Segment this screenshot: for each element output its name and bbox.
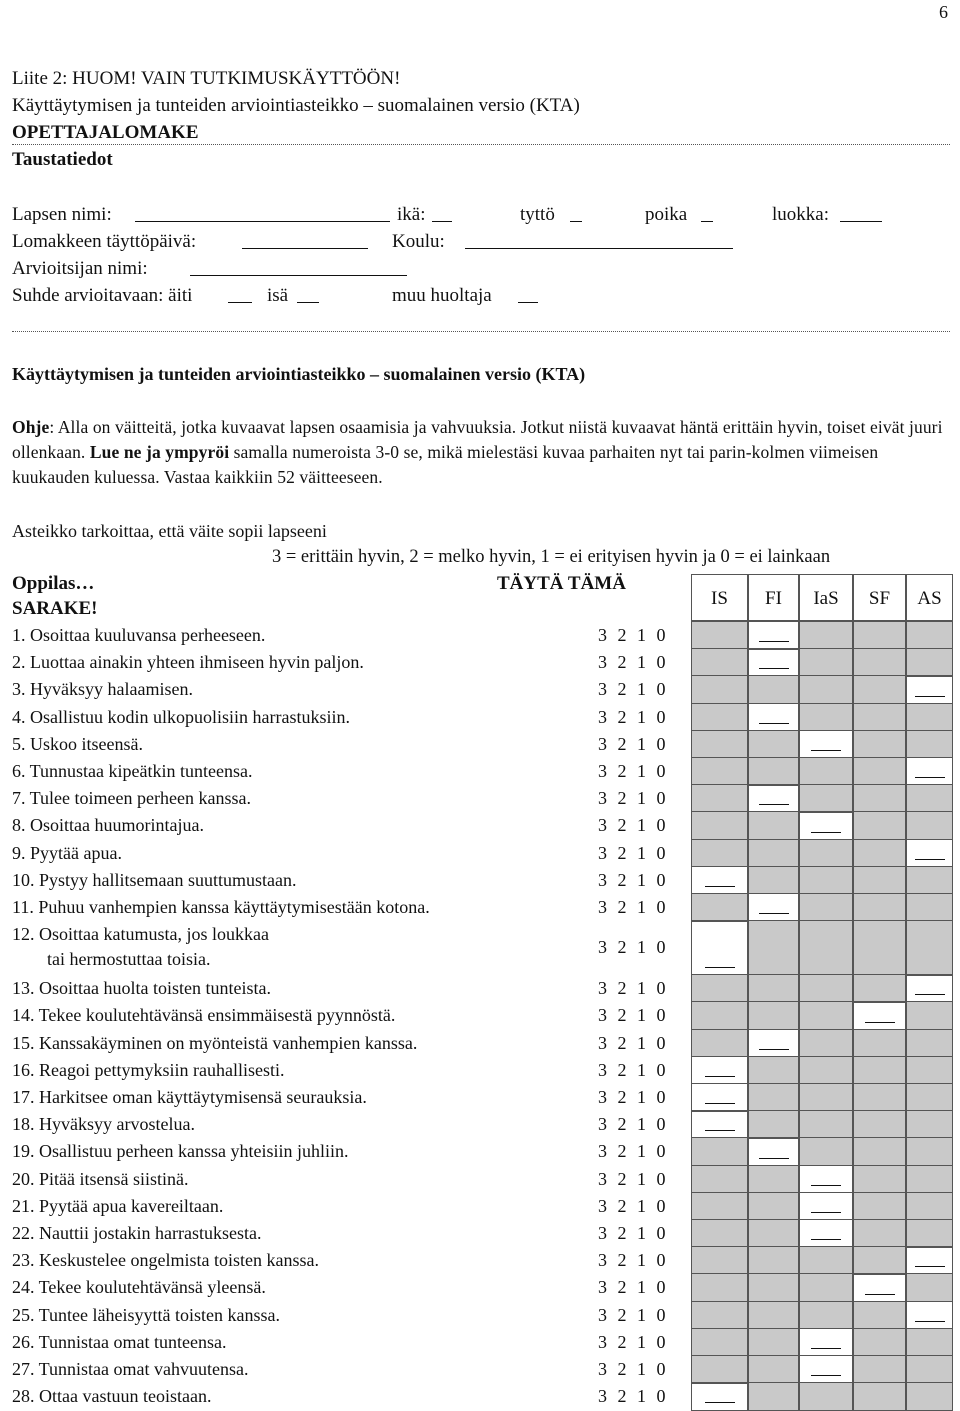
age-label: ikä: <box>397 204 426 225</box>
shaded-cell <box>906 1328 953 1357</box>
shaded-cell <box>853 1246 906 1275</box>
shaded-cell <box>906 1219 953 1248</box>
answer-blank[interactable] <box>705 967 735 968</box>
item-text: 25. Tuntee läheisyyttä toisten kanssa. <box>12 1304 280 1325</box>
fill-date-label: Lomakkeen täyttöpäivä: <box>12 231 197 252</box>
answer-cell[interactable] <box>748 621 799 650</box>
answer-cell[interactable] <box>748 1029 799 1058</box>
divider <box>12 144 950 145</box>
shaded-cell <box>799 839 853 868</box>
answer-cell[interactable] <box>748 1137 799 1166</box>
boy-field[interactable] <box>701 205 713 222</box>
item-text: 19. Osallistuu perheen kanssa yhteisiin juhliin. <box>12 1141 349 1162</box>
shaded-cell <box>906 1137 953 1166</box>
rating-scale[interactable]: 3 2 1 0 <box>598 815 666 836</box>
column-instruction: SARAKE! <box>12 598 98 619</box>
item-text: 27. Tunnistaa omat vahvuutensa. <box>12 1359 249 1379</box>
rating-scale[interactable]: 3 2 1 0 <box>598 625 666 645</box>
rating-scale[interactable]: 3 2 1 0 <box>598 1032 666 1053</box>
shaded-cell <box>853 1301 906 1330</box>
item-text: 9. Pyytää apua. <box>12 842 122 863</box>
item-text: 16. Reagoi pettymyksiin rauhallisesti. <box>12 1059 285 1080</box>
column-header-as: AS <box>906 574 953 621</box>
shaded-cell <box>799 920 853 976</box>
answer-blank[interactable] <box>811 1348 841 1349</box>
shaded-cell <box>691 811 748 840</box>
shaded-cell <box>799 703 853 732</box>
answer-cell[interactable] <box>799 1192 853 1221</box>
shaded-cell <box>691 974 748 1003</box>
answer-cell[interactable] <box>853 1001 906 1030</box>
rating-scale[interactable]: 3 2 1 0 <box>598 1277 666 1298</box>
shaded-cell <box>748 974 799 1003</box>
item-text: 22. Nauttii jostakin harrastuksesta. <box>12 1223 262 1243</box>
answer-blank[interactable] <box>811 832 841 833</box>
shaded-cell <box>691 730 748 759</box>
father-label: isä <box>267 285 289 306</box>
shaded-cell <box>853 811 906 840</box>
shaded-cell <box>906 784 953 813</box>
fill-date-field[interactable] <box>242 232 368 249</box>
school-field[interactable] <box>465 232 733 249</box>
answer-cell[interactable] <box>691 1110 748 1139</box>
shaded-cell <box>799 1246 853 1275</box>
instructions <box>12 415 948 490</box>
answer-blank[interactable] <box>811 1375 841 1376</box>
shaded-cell <box>853 866 906 895</box>
rating-scale[interactable]: 3 2 1 0 <box>598 706 666 727</box>
shaded-cell <box>853 648 906 677</box>
shaded-cell <box>799 675 853 704</box>
answer-cell[interactable] <box>906 757 953 786</box>
shaded-cell <box>853 675 906 704</box>
answer-blank[interactable] <box>759 723 789 724</box>
item-text: 8. Osoittaa huumorintajua. <box>12 815 204 836</box>
item-text: 15. Kanssakäyminen on myönteistä vanhempien kanssa. <box>12 1032 418 1053</box>
answer-cell[interactable] <box>799 730 853 759</box>
shaded-cell <box>906 1056 953 1085</box>
shaded-cell <box>853 1192 906 1221</box>
answer-blank[interactable] <box>759 1049 789 1050</box>
section-title: Taustatiedot <box>12 149 113 170</box>
answer-cell[interactable] <box>906 974 953 1003</box>
item-text: 3. Hyväksyy halaamisen. <box>12 679 193 700</box>
rating-scale[interactable]: 3 2 1 0 <box>598 1005 666 1026</box>
rating-scale[interactable]: 3 2 1 0 <box>598 1059 666 1080</box>
shaded-cell <box>853 893 906 922</box>
answer-blank[interactable] <box>865 1022 895 1023</box>
shaded-cell <box>691 1029 748 1058</box>
rating-scale[interactable]: 3 2 1 0 <box>598 788 666 809</box>
answer-blank[interactable] <box>705 1103 735 1104</box>
shaded-cell <box>853 1328 906 1357</box>
rating-scale[interactable]: 3 2 1 0 <box>598 1359 666 1379</box>
item-text: 24. Tekee koulutehtävänsä yleensä. <box>12 1277 266 1298</box>
rating-scale[interactable]: 3 2 1 0 <box>598 978 666 999</box>
scale-legend: 3 = erittäin hyvin, 2 = melko hyvin, 1 = ei erityisen hyvin ja 0 = ei lainkaan <box>272 547 831 567</box>
appendix-note: Liite 2: HUOM! VAIN TUTKIMUSKÄYTTÖÖN! <box>12 68 401 89</box>
shaded-cell <box>799 866 853 895</box>
shaded-cell <box>748 675 799 704</box>
column-header-ias: IaS <box>799 574 853 621</box>
answer-blank[interactable] <box>759 1158 789 1159</box>
item-text: 28. Ottaa vastuun teoistaan. <box>12 1386 212 1407</box>
item-text: 17. Harkitsee oman käyttäytymisensä seurauksia. <box>12 1087 367 1107</box>
answer-cell[interactable] <box>691 1056 748 1085</box>
answer-cell[interactable] <box>906 839 953 868</box>
rating-scale[interactable]: 3 2 1 0 <box>598 897 666 917</box>
shaded-cell <box>799 1137 853 1166</box>
answer-cell[interactable] <box>748 703 799 732</box>
shaded-cell <box>799 784 853 813</box>
answer-blank[interactable] <box>705 1076 735 1077</box>
shaded-cell <box>748 1165 799 1194</box>
shaded-cell <box>691 1328 748 1357</box>
rating-scale[interactable]: 3 2 1 0 <box>598 1141 666 1162</box>
item-text-continued: tai hermostuttaa toisia. <box>47 949 211 970</box>
child-name-field[interactable] <box>135 205 390 222</box>
item-text: 26. Tunnistaa omat tunteensa. <box>12 1331 227 1352</box>
answer-cell[interactable] <box>799 811 853 840</box>
answer-cell[interactable] <box>748 648 799 677</box>
item-text: 7. Tulee toimeen perheen kanssa. <box>12 788 251 809</box>
answer-cell[interactable] <box>799 1165 853 1194</box>
shaded-cell <box>691 1001 748 1030</box>
rating-scale[interactable]: 3 2 1 0 <box>598 869 666 890</box>
shaded-cell <box>748 1110 799 1139</box>
shaded-cell <box>691 1192 748 1221</box>
instructions-text-rest: samalla numeroista 3-0 se, mikä mielestäsi kuvaa parhaiten nyt tai parin-kolmen viimeisen kuukauden kuluessa. Vastaa kaikkiin 52 väitteeseen. <box>12 442 879 487</box>
shaded-cell <box>853 1165 906 1194</box>
shaded-cell <box>748 866 799 895</box>
answer-blank[interactable] <box>811 1212 841 1213</box>
shaded-cell <box>906 730 953 759</box>
shaded-cell <box>853 1137 906 1166</box>
shaded-cell <box>906 1165 953 1194</box>
mother-field[interactable] <box>228 286 252 303</box>
item-text: 1. Osoittaa kuuluvansa perheeseen. <box>12 625 266 645</box>
shaded-cell <box>906 1273 953 1302</box>
shaded-cell <box>691 621 748 650</box>
shaded-cell <box>691 1137 748 1166</box>
shaded-cell <box>691 675 748 704</box>
answer-blank[interactable] <box>915 777 945 778</box>
shaded-cell <box>853 757 906 786</box>
shaded-cell <box>906 703 953 732</box>
shaded-cell <box>748 757 799 786</box>
item-text: 14. Tekee koulutehtävänsä ensimmäisestä pyynnöstä. <box>12 1005 396 1026</box>
relation-label: Suhde arvioitavaan: äiti <box>12 285 193 306</box>
column-header-fi: FI <box>748 574 799 621</box>
shaded-cell <box>691 703 748 732</box>
shaded-cell <box>799 648 853 677</box>
answer-blank[interactable] <box>759 641 789 642</box>
item-text: 21. Pyytää apua kavereiltaan. <box>12 1195 224 1216</box>
rating-scale[interactable]: 3 2 1 0 <box>598 652 666 673</box>
shaded-cell <box>748 1219 799 1248</box>
answer-blank[interactable] <box>759 913 789 914</box>
scale-title: Käyttäytymisen ja tunteiden arviointiasteikko – suomalainen versio (KTA) <box>12 364 586 384</box>
shaded-cell <box>691 839 748 868</box>
rating-scale[interactable]: 3 2 1 0 <box>598 1223 666 1243</box>
shaded-cell <box>799 893 853 922</box>
father-field[interactable] <box>297 286 319 303</box>
shaded-cell <box>748 811 799 840</box>
shaded-cell <box>799 757 853 786</box>
shaded-cell <box>748 1056 799 1085</box>
student-label: Oppilas… <box>12 573 95 594</box>
shaded-cell <box>853 1029 906 1058</box>
answer-blank[interactable] <box>811 750 841 751</box>
item-text: 12. Osoittaa katumusta, jos loukkaa <box>12 924 269 945</box>
shaded-cell <box>853 621 906 650</box>
rating-scale[interactable]: 3 2 1 0 <box>598 1304 666 1325</box>
item-text: 23. Keskustelee ongelmista toisten kanssa. <box>12 1250 319 1271</box>
shaded-cell <box>853 974 906 1003</box>
shaded-cell <box>906 1083 953 1112</box>
shaded-cell <box>748 730 799 759</box>
answer-blank[interactable] <box>705 1130 735 1131</box>
shaded-cell <box>748 1246 799 1275</box>
rating-scale[interactable]: 3 2 1 0 <box>598 1114 666 1135</box>
shaded-cell <box>748 839 799 868</box>
shaded-cell <box>799 1056 853 1085</box>
shaded-cell <box>906 1110 953 1139</box>
shaded-cell <box>853 1219 906 1248</box>
answer-cell[interactable] <box>748 784 799 813</box>
rating-scale[interactable]: 3 2 1 0 <box>598 1250 666 1271</box>
answer-blank[interactable] <box>915 696 945 697</box>
answer-blank[interactable] <box>759 668 789 669</box>
shaded-cell <box>853 1056 906 1085</box>
age-field[interactable] <box>432 205 452 222</box>
shaded-cell <box>906 811 953 840</box>
rating-scale[interactable]: 3 2 1 0 <box>598 937 666 958</box>
shaded-cell <box>853 920 906 976</box>
shaded-cell <box>748 1301 799 1330</box>
rater-name-label: Arvioitsijan nimi: <box>12 258 148 279</box>
shaded-cell <box>853 730 906 759</box>
shaded-cell <box>691 1301 748 1330</box>
shaded-cell <box>691 1165 748 1194</box>
shaded-cell <box>799 621 853 650</box>
answer-cell[interactable] <box>691 1382 748 1411</box>
shaded-cell <box>691 757 748 786</box>
girl-label: tyttö <box>520 204 555 225</box>
shaded-cell <box>906 1001 953 1030</box>
shaded-cell <box>853 1110 906 1139</box>
item-text: 5. Uskoo itseensä. <box>12 733 143 754</box>
item-text: 13. Osoittaa huolta toisten tunteista. <box>12 978 271 999</box>
shaded-cell <box>691 784 748 813</box>
shaded-cell <box>853 1382 906 1411</box>
answer-blank[interactable] <box>705 1402 735 1403</box>
shaded-cell <box>748 1355 799 1384</box>
child-name-label: Lapsen nimi: <box>12 204 112 225</box>
fill-instruction: TÄYTÄ TÄMÄ <box>497 573 626 594</box>
answer-cell[interactable] <box>799 1219 853 1248</box>
instructions-emphasis: Lue ne ja ympyröi <box>89 442 230 462</box>
document-title: Käyttäytymisen ja tunteiden arviointiasteikko – suomalainen versio (KTA) <box>12 95 580 116</box>
shaded-cell <box>853 839 906 868</box>
rating-scale[interactable]: 3 2 1 0 <box>598 842 666 863</box>
answer-cell[interactable] <box>691 866 748 895</box>
answer-cell[interactable] <box>906 675 953 704</box>
answer-blank[interactable] <box>811 1185 841 1186</box>
item-text: 18. Hyväksyy arvostelua. <box>12 1114 195 1135</box>
shaded-cell <box>799 1382 853 1411</box>
answer-blank[interactable] <box>811 1239 841 1240</box>
other-guardian-label: muu huoltaja <box>392 285 492 306</box>
answer-cell[interactable] <box>853 1273 906 1302</box>
shaded-cell <box>799 1301 853 1330</box>
other-guardian-field[interactable] <box>518 286 538 303</box>
shaded-cell <box>691 1273 748 1302</box>
shaded-cell <box>691 1246 748 1275</box>
shaded-cell <box>906 1382 953 1411</box>
shaded-cell <box>748 1273 799 1302</box>
shaded-cell <box>799 1029 853 1058</box>
answer-cell[interactable] <box>799 1355 853 1384</box>
grade-label: luokka: <box>772 204 829 225</box>
shaded-cell <box>906 1029 953 1058</box>
shaded-cell <box>748 1192 799 1221</box>
answer-blank[interactable] <box>915 994 945 995</box>
shaded-cell <box>799 1110 853 1139</box>
shaded-cell <box>748 1083 799 1112</box>
girl-field[interactable] <box>570 205 582 222</box>
shaded-cell <box>748 1001 799 1030</box>
scale-intro: Asteikko tarkoittaa, että väite sopii lapseeni <box>12 521 327 541</box>
shaded-cell <box>799 1083 853 1112</box>
form-title: OPETTAJALOMAKE <box>12 122 199 143</box>
shaded-cell <box>906 621 953 650</box>
instructions-text: : Alla on väitteitä, jotka kuvaavat lapsen osaamisia ja vahvuuksia. Jotkut niistä kuvaavat häntä erittäin hyvin, toiset eivät juuri ollenkaan. <box>12 417 943 462</box>
shaded-cell <box>748 1328 799 1357</box>
shaded-cell <box>906 866 953 895</box>
answer-blank[interactable] <box>759 804 789 805</box>
column-header-sf: SF <box>853 574 906 621</box>
item-text: 2. Luottaa ainakin yhteen ihmiseen hyvin paljon. <box>12 652 364 673</box>
shaded-cell <box>691 1355 748 1384</box>
answer-cell[interactable] <box>748 893 799 922</box>
answer-blank[interactable] <box>915 1266 945 1267</box>
answer-cell[interactable] <box>691 1083 748 1112</box>
answer-blank[interactable] <box>915 1321 945 1322</box>
rating-scale[interactable]: 3 2 1 0 <box>598 1195 666 1216</box>
item-text: 6. Tunnustaa kipeätkin tunteensa. <box>12 761 253 781</box>
shaded-cell <box>853 1355 906 1384</box>
rating-scale[interactable]: 3 2 1 0 <box>598 1331 666 1352</box>
shaded-cell <box>748 1382 799 1411</box>
rating-scale[interactable]: 3 2 1 0 <box>598 1168 666 1189</box>
shaded-cell <box>853 784 906 813</box>
shaded-cell <box>691 1219 748 1248</box>
answer-blank[interactable] <box>915 859 945 860</box>
item-text: 4. Osallistuu kodin ulkopuolisiin harrastuksiin. <box>12 706 350 727</box>
rating-scale[interactable]: 3 2 1 0 <box>598 733 666 754</box>
item-text: 11. Puhuu vanhempien kanssa käyttäytymisestään kotona. <box>12 897 430 917</box>
rating-scale[interactable]: 3 2 1 0 <box>598 761 666 781</box>
shaded-cell <box>691 648 748 677</box>
rating-scale[interactable]: 3 2 1 0 <box>598 679 666 700</box>
shaded-cell <box>853 1083 906 1112</box>
shaded-cell <box>906 1355 953 1384</box>
rater-name-field[interactable] <box>190 259 407 276</box>
shaded-cell <box>799 1273 853 1302</box>
answer-blank[interactable] <box>865 1294 895 1295</box>
shaded-cell <box>906 1192 953 1221</box>
shaded-cell <box>906 893 953 922</box>
shaded-cell <box>906 648 953 677</box>
shaded-cell <box>691 893 748 922</box>
answer-cell[interactable] <box>906 1301 953 1330</box>
instructions-label: Ohje <box>12 417 50 437</box>
answer-blank[interactable] <box>705 886 735 887</box>
item-text: 20. Pitää itsensä siistinä. <box>12 1168 189 1189</box>
shaded-cell <box>853 703 906 732</box>
rating-scale[interactable]: 3 2 1 0 <box>598 1087 666 1107</box>
shaded-cell <box>799 974 853 1003</box>
page-number: 6 <box>939 2 948 22</box>
column-header-is: IS <box>691 574 748 621</box>
item-text: 10. Pystyy hallitsemaan suuttumustaan. <box>12 869 297 890</box>
shaded-cell <box>906 920 953 976</box>
school-label: Koulu: <box>392 231 445 252</box>
shaded-cell <box>799 1001 853 1030</box>
divider <box>12 331 950 332</box>
rating-scale[interactable]: 3 2 1 0 <box>598 1386 666 1407</box>
answer-cell[interactable] <box>906 1246 953 1275</box>
grade-field[interactable] <box>840 205 882 222</box>
answer-cell[interactable] <box>799 1328 853 1357</box>
shaded-cell <box>748 920 799 976</box>
boy-label: poika <box>645 204 688 225</box>
